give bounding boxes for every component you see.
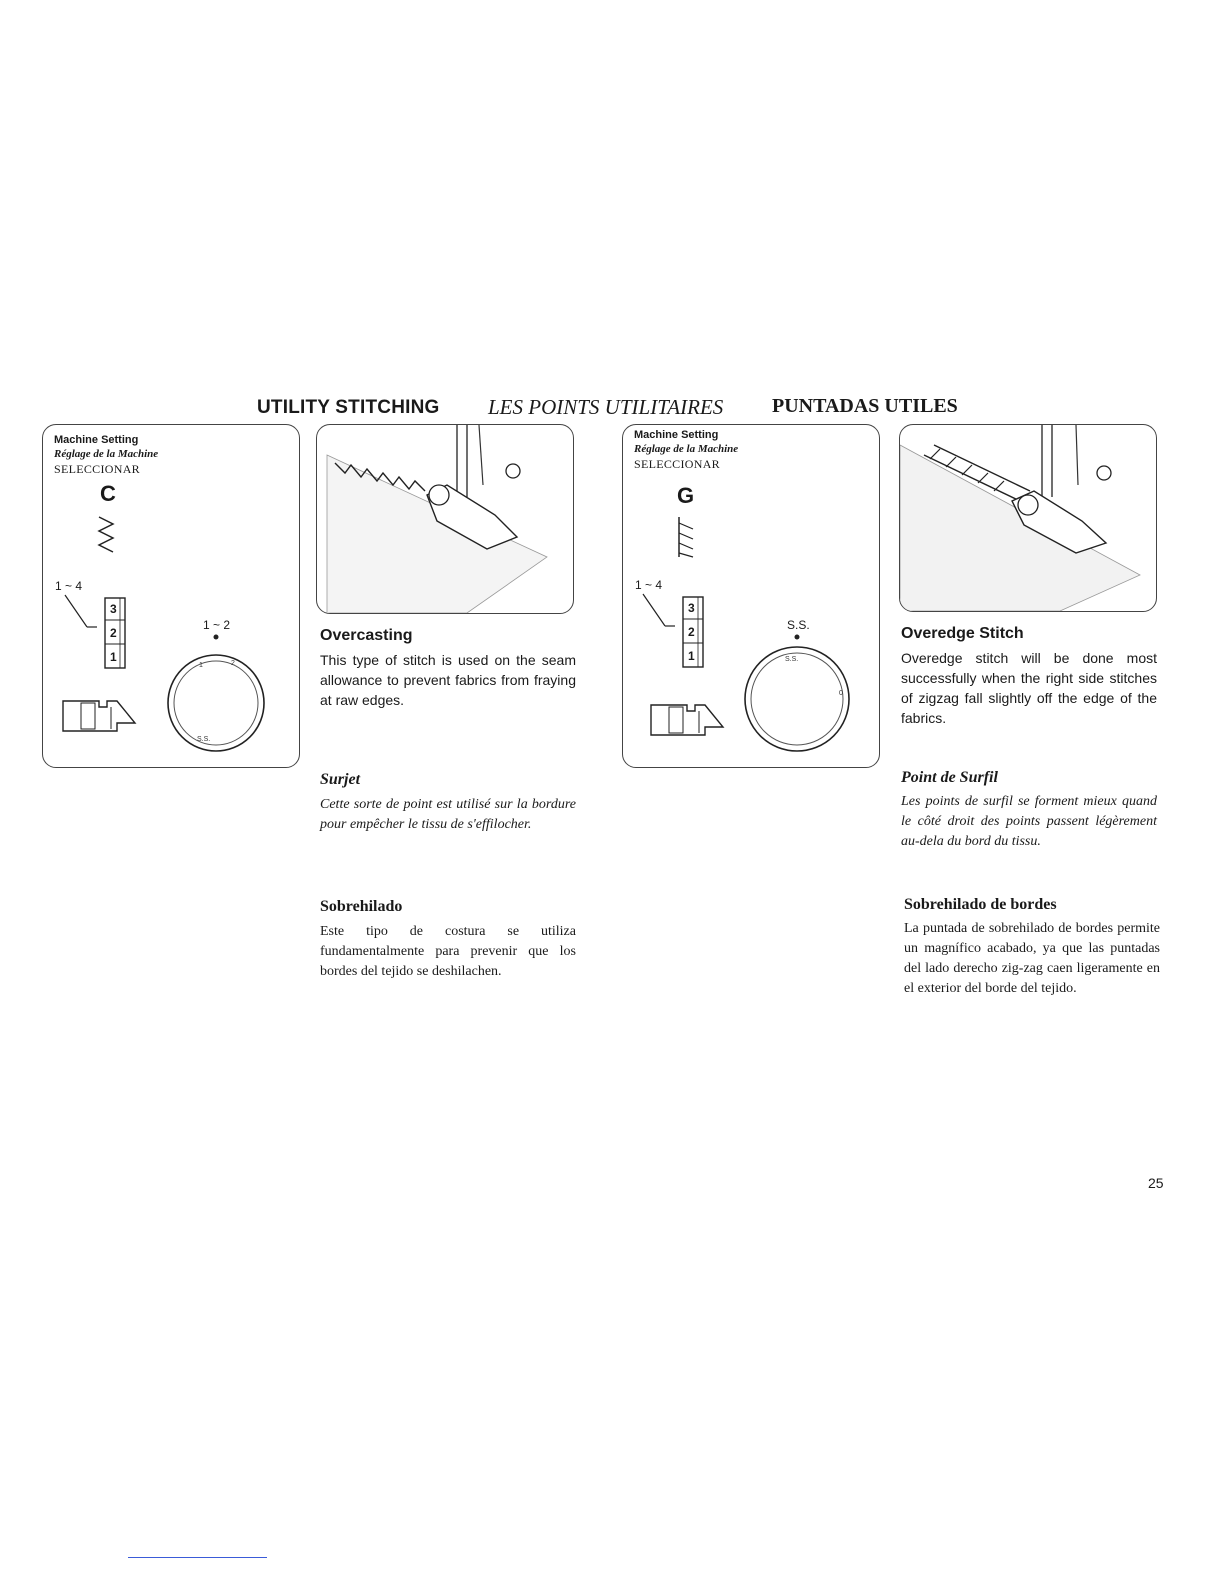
overcasting-title-es: Sobrehilado	[320, 898, 403, 915]
machine-setting-label-en: Machine Setting	[634, 429, 719, 441]
overedge-title-es: Sobrehilado de bordes	[904, 896, 1057, 913]
machine-setting-label-es: SELECCIONAR	[634, 457, 720, 471]
zigzag-stitch-icon	[95, 515, 119, 555]
pattern-letter: C	[100, 481, 116, 506]
pattern-letter: G	[677, 483, 695, 508]
machine-setting-panel-left	[42, 424, 300, 768]
overedge-image	[900, 425, 1156, 611]
overedge-title-fr: Point de Surfil	[901, 769, 998, 786]
svg-text:S.S.: S.S.	[197, 736, 211, 743]
header-english: UTILITY STITCHING	[257, 397, 440, 418]
stitch-dial-icon	[741, 633, 871, 753]
svg-text:0: 0	[839, 690, 843, 697]
overcasting-text-en: This type of stitch is used on the seam allowance to prevent fabrics from fraying at raw edges.	[320, 652, 576, 708]
svg-text:S.S.: S.S.	[785, 656, 799, 663]
dial-label: S.S.	[787, 618, 810, 632]
machine-setting-label-en: Machine Setting	[54, 434, 139, 446]
stitch-dial-icon	[161, 633, 291, 753]
presser-foot-icon	[59, 693, 143, 737]
scale-number: 2	[688, 625, 695, 639]
overedge-text-es: La puntada de sobrehilado de bordes permite un magnífico acabado, ya que las puntadas del lado derecho zig-zag caen ligeramente en el exterior del borde del tejido.	[904, 921, 1160, 996]
stitch-length-range: 1 ~ 4	[635, 578, 663, 592]
overcasting-title-en: Overcasting	[320, 627, 413, 644]
svg-text:2: 2	[231, 660, 235, 667]
stitch-length-range: 1 ~ 4	[55, 579, 83, 593]
machine-setting-label-fr: Réglage de la Machine	[634, 443, 739, 455]
header-spanish: PUNTADAS UTILES	[772, 395, 958, 417]
scale-number: 3	[110, 602, 117, 616]
stitch-width-scale-icon	[61, 593, 131, 673]
presser-foot-icon	[647, 697, 731, 741]
overedge-stitch-icon	[675, 515, 699, 559]
machine-setting-label-fr: Réglage de la Machine	[54, 448, 159, 460]
overedge-title-en: Overedge Stitch	[901, 625, 1024, 642]
stitch-width-scale-icon	[639, 592, 709, 672]
overedge-illustration	[899, 424, 1157, 612]
machine-setting-panel-right	[622, 424, 880, 768]
overcasting-text-fr: Cette sorte de point est utilisé sur la bordure pour empêcher le tissu de s'effilocher.	[320, 797, 576, 832]
footer-line	[128, 1557, 267, 1558]
scale-number: 3	[688, 601, 695, 615]
overcasting-illustration	[316, 424, 574, 614]
overedge-text-fr: Les points de surfil se forment mieux quand le côté droit des points passent légèrement au-dela du bord du tissu.	[901, 794, 1157, 849]
overedge-text-en: Overedge stitch will be done most successfully when the right side stitches of zigzag fall slightly off the edge of the fabrics.	[901, 650, 1157, 726]
scale-number: 2	[110, 626, 117, 640]
page-number: 25	[1148, 1175, 1164, 1191]
scale-number: 1	[110, 650, 117, 664]
machine-setting-label-es: SELECCIONAR	[54, 462, 140, 476]
scale-number: 1	[688, 649, 695, 663]
header-french: LES POINTS UTILITAIRES	[488, 395, 724, 419]
overcasting-image	[317, 425, 573, 613]
overcasting-text-es: Este tipo de costura se utiliza fundamentalmente para prevenir que los bordes del tejido se deshilachen.	[320, 924, 576, 979]
overcasting-title-fr: Surjet	[320, 771, 361, 788]
dial-range: 1 ~ 2	[203, 618, 231, 632]
svg-text:1: 1	[199, 662, 203, 669]
